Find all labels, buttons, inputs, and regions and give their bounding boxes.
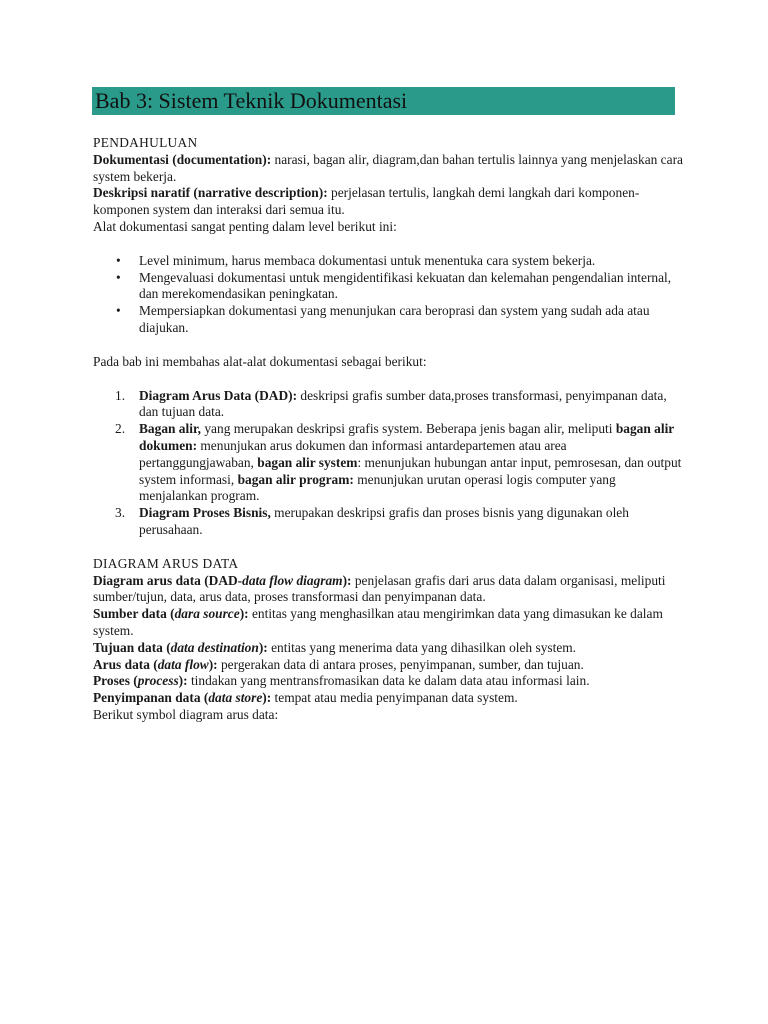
definition-dokumentasi [93,152,683,186]
definition-tujuan-data [93,640,683,657]
list-item-text: Level minimum, harus membaca dokumentasi untuk menentuka cara system bekerja. [139,252,596,268]
document-body [93,135,683,724]
spacer [93,371,683,388]
list-item [93,388,683,422]
term-part: Penyimpanan data ( [93,690,209,706]
term [93,606,249,621]
list-item [93,253,683,270]
list-number: 3. [115,505,126,521]
list-item-text: Mempersiapkan dokumentasi yang menunjukan cara beroprasi dan system yang sudah ada atau diajukan. [139,303,650,335]
term: Diagram Proses Bisnis, [139,505,271,521]
term-part: Diagram arus data (DAD- [93,572,243,588]
definition-text: penjelasan grafis dari arus data dalam organisasi, meliputi sumber/tujun, data, arus data, proses transformasi dan penyimpanan data. [93,572,666,605]
definition-penyimpanan-data [93,690,683,707]
term: Deskripsi naratif (narrative description): [93,185,328,201]
bullet-icon: • [116,269,121,285]
term [93,673,188,688]
chapter-title-bar [92,87,675,115]
definition-text: narasi, bagan alir, diagram,dan bahan tertulis lainnya yang menjelaskan cara system bekerja. [93,151,683,184]
list-item [93,303,683,337]
term: Dokumentasi (documentation): [93,151,272,167]
term-italic: data flow [157,656,209,672]
list-item-text: menunjukan urutan operasi logis computer yang menjalankan program. [139,471,616,504]
definition-deskripsi-naratif [93,185,683,219]
list-item-text: merupakan deskripsi grafis dan proses bisnis yang digunakan oleh perusahaan. [139,505,629,537]
term-part: ): [258,639,268,655]
term-part: Tujuan data ( [93,639,171,655]
list-item [93,421,683,505]
list-item-text: deskripsi grafis sumber data,proses transformasi, penyimpanan data, dan tujuan data. [139,387,667,420]
term [93,690,271,705]
bullet-list [93,253,683,337]
definition-diagram-arus-data [93,573,683,607]
list-item [93,505,683,539]
section-heading-diagram-arus-data: DIAGRAM ARUS DATA [93,555,239,571]
chapter-title: Bab 3: Sistem Teknik Dokumentasi [95,88,408,113]
bullet-icon: • [116,252,121,268]
section-heading-pendahuluan: PENDAHULUAN [93,135,198,150]
paragraph-alat-intro: Alat dokumentasi sangat penting dalam level berikut ini: [93,218,397,234]
list-item-text: Mengevaluasi dokumentasi untuk mengidentifikasi kekuatan dan kelemahan pengendalian internal, dan merekomendasikan peningkatan. [139,269,672,302]
definition-text: entitas yang menghasilkan atau mengirimkan data yang dimasukan ke dalam system. [93,606,663,638]
spacer [93,236,683,253]
paragraph-closing: Berikut symbol diagram arus data: [93,706,279,722]
definition-text: perjelasan tertulis, langkah demi langkah dari komponen-komponen system dan interaksi dari semua itu. [93,185,640,218]
numbered-list [93,388,683,539]
definition-sumber-data [93,606,683,640]
list-number: 1. [115,387,126,403]
list-item-text: yang merupakan deskripsi grafis system. Beberapa jenis bagan alir, meliputi [201,421,616,437]
definition-text: pergerakan data di antara proses, penyimpanan, sumber, dan tujuan. [217,656,584,672]
definition-text: tindakan yang mentransfromasikan data ke dalam data atau informasi lain. [187,673,590,689]
list-item-text: : menunjukan hubungan antar input, pemrosesan, dan output system informasi, [139,454,682,487]
definition-proses [93,673,683,690]
term [93,640,268,655]
definition-arus-data [93,657,683,674]
term: bagan alir system [257,454,358,470]
term-italic: data store [208,690,263,706]
term: Bagan alir, [139,421,202,437]
list-item-text: menunjukan arus dokumen dan informasi antardepartemen atau area pertanggungjawaban, [139,437,567,470]
term-part: Arus data ( [93,656,158,672]
term-part: ): [208,656,218,672]
term-part: ): [239,606,249,622]
bullet-icon: • [116,303,121,319]
list-item [93,270,683,304]
term-italic: dara source [174,606,240,622]
term-part: Proses ( [93,673,138,689]
definition-text: entitas yang menerima data yang dihasilkan oleh system. [267,639,577,655]
term-italic: data destination [170,639,259,655]
term: bagan alir dokumen: [139,421,675,453]
term-part: Sumber data ( [93,606,175,622]
term-italic: process [137,673,179,689]
term-part: ): [178,673,188,689]
paragraph-bab-intro: Pada bab ini membahas alat-alat dokumentasi sebagai berikut: [93,353,427,369]
spacer [93,539,683,556]
term-italic: data flow diagram [242,572,343,588]
term-part: ): [262,690,272,706]
list-number: 2. [115,421,126,437]
term: bagan alir program: [237,471,354,487]
term: Diagram Arus Data (DAD): [139,387,298,403]
term [93,657,218,672]
term-part: ): [342,572,352,588]
spacer [93,337,683,354]
definition-text: tempat atau media penyimpanan data system. [271,690,518,706]
term [93,573,352,588]
